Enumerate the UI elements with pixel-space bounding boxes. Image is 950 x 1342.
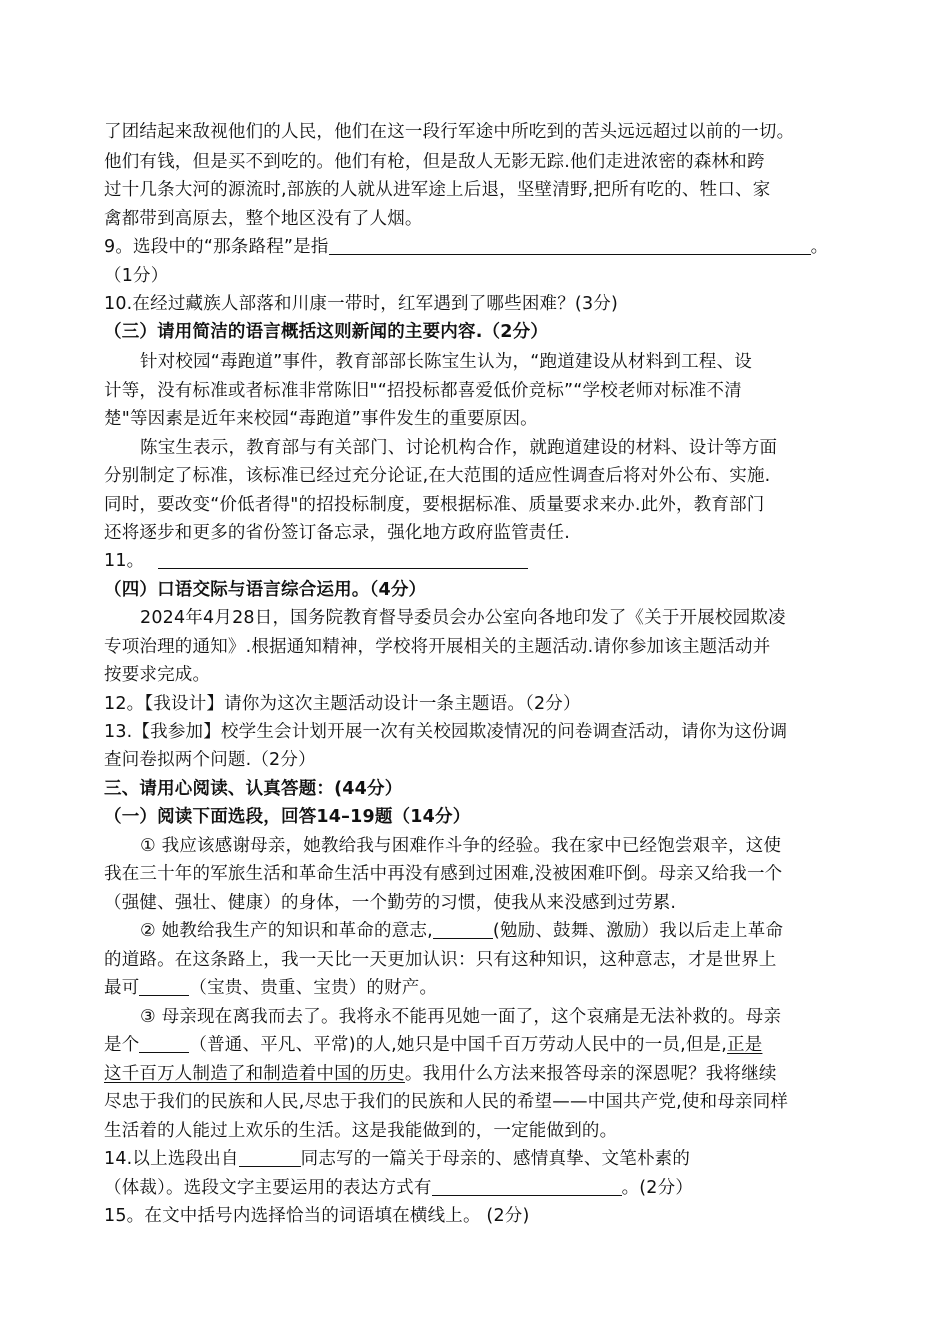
reading-para-3-text-b: （普通、平凡、平常)的人,她只是中国千百万劳动人民中的一员,但是, bbox=[189, 1035, 728, 1055]
question-14-line-1 bbox=[104, 1145, 864, 1173]
passage-line-2: 他们有钱，但是买不到吃的。他们有枪，但是敌人无影无踪.他们走进浓密的森林和跨 bbox=[104, 152, 765, 172]
question-10: 10.在经过藏族人部落和川康一带时，红军遇到了哪些困难？(3分) bbox=[104, 294, 619, 314]
news-para-2-line-4: 还将逐步和更多的省份签订备忘录，强化地方政府监管责任. bbox=[104, 523, 570, 543]
reading-para-2-line-2: 的道路。在这条路上，我一天比一天更加认识：只有这种知识，这种意志，才是世界上 bbox=[104, 950, 777, 970]
answer-blank-author[interactable] bbox=[239, 1148, 301, 1167]
section-4-heading: （四）口语交际与语言综合运用。（4分） bbox=[104, 580, 427, 600]
question-11 bbox=[104, 547, 864, 575]
passage-line-1: 了团结起来敌视他们的人民，他们在这一段行军途中所吃到的苦头远远超过以前的一切。 bbox=[104, 122, 795, 142]
notice-para-line-2: 专项治理的通知》.根据通知精神，学校将开展相关的主题活动.请你参加该主题活动并 bbox=[104, 637, 771, 657]
question-9-end: 。 bbox=[810, 237, 829, 257]
question-9-text: 9。选段中的“那条路程”是指 bbox=[104, 237, 329, 257]
question-14-text-b: 同志写的一篇关于母亲的、感情真挚、文笔朴素的 bbox=[300, 1149, 691, 1169]
underlined-sentence-end: 这千百万人制造了和制造着中国的历史 bbox=[104, 1064, 405, 1084]
reading-para-2-text-d: （宝贵、贵重、宝贵）的财产。 bbox=[189, 978, 438, 998]
reading-para-1-line-3: （强健、强壮、健康）的身体，一个勤劳的习惯，使我从来没感到过劳累. bbox=[104, 893, 677, 913]
answer-blank-word-1[interactable] bbox=[433, 920, 493, 939]
question-15: 15。在文中括号内选择恰当的词语填在横线上。 (2分) bbox=[104, 1206, 530, 1226]
reading-para-3-line-4: 尽忠于我们的民族和人民,尽忠于我们的民族和人民的希望——中国共产党,使和母亲同样 bbox=[104, 1092, 789, 1112]
reading-para-2-text-c: 最可 bbox=[104, 978, 140, 998]
reading-para-2-text-b: (勉励、鼓舞、激励）我以后走上革命 bbox=[492, 921, 784, 941]
question-13-line-1: 13.【我参加】校学生会计划开展一次有关校园欺凌情况的问卷调查活动，请你为这份调 bbox=[104, 722, 788, 742]
reading-para-3-line-5: 生活着的人能过上欢乐的生活。这是我能做到的，一定能做到的。 bbox=[104, 1121, 618, 1141]
news-para-1-line-1: 针对校园“毒跑道”事件，教育部部长陈宝生认为，“跑道建设从材料到工程、设 bbox=[140, 352, 752, 372]
question-11-number: 11。 bbox=[104, 551, 145, 571]
notice-para-line-1: 2024年4月28日，国务院教育督导委员会办公室向各地印发了《关于开展校园欺凌 bbox=[140, 608, 786, 628]
question-13-line-2: 查问卷拟两个问题.（2分） bbox=[104, 750, 316, 770]
reading-para-3-line-2 bbox=[104, 1031, 864, 1059]
news-para-1-line-2: 计等，没有标准或者标准非常陈旧"“招投标都喜爱低价竞标”“学校老师对标准不清 bbox=[104, 381, 742, 401]
passage-line-3: 过十几条大河的源流时,部族的人就从进军途上后退，坚壁清野,把所有吃的、牲口、家 bbox=[104, 180, 771, 200]
question-9-score: （1分） bbox=[104, 266, 169, 286]
reading-para-3-line-3 bbox=[104, 1060, 864, 1088]
question-14-text-a: 14.以上选段出自 bbox=[104, 1149, 239, 1169]
reading-1-heading: （一）阅读下面选段，回答14–19题（14分） bbox=[104, 807, 471, 827]
reading-para-3-text-c: 。我用什么方法来报答母亲的深恩呢？我将继续 bbox=[404, 1064, 777, 1084]
reading-para-2-line-3 bbox=[104, 974, 864, 1002]
part-3-heading: 三、请用心阅读、认真答题：(44分） bbox=[104, 779, 403, 799]
news-para-2-line-3: 同时，要改变“价低者得"的招投标制度，要根据标准、质量要求来办.此外，教育部门 bbox=[104, 495, 765, 515]
question-14-line-2 bbox=[104, 1174, 864, 1202]
notice-para-line-3: 按要求完成。 bbox=[104, 665, 211, 685]
reading-para-1-line-2: 我在三十年的军旅生活和革命生活中再没有感到过困难,没被困难吓倒。母亲又给我一个 bbox=[104, 864, 783, 884]
section-3-heading: （三）请用简洁的语言概括这则新闻的主要内容.（2分） bbox=[104, 322, 549, 342]
passage-line-4: 禽都带到高原去，整个地区没有了人烟。 bbox=[104, 209, 423, 229]
answer-blank-9[interactable] bbox=[329, 236, 811, 255]
answer-blank-word-2[interactable] bbox=[139, 977, 189, 996]
underlined-sentence-start: 正是 bbox=[727, 1035, 763, 1055]
news-para-2-line-2: 分别制定了标准，该标准已经过充分论证,在大范围的适应性调查后将对外公布、实施. bbox=[104, 466, 771, 486]
answer-blank-word-3[interactable] bbox=[139, 1034, 189, 1053]
answer-blank-11[interactable] bbox=[158, 550, 528, 569]
question-14-text-d: 。(2分） bbox=[621, 1178, 694, 1198]
reading-para-2-text-a: ② 她教给我生产的知识和革命的意志, bbox=[140, 921, 433, 941]
reading-para-3-line-1: ③ 母亲现在离我而去了。我将永不能再见她一面了，这个哀痛是无法补救的。母亲 bbox=[140, 1007, 782, 1027]
question-14-text-c: （体裁）。选段文字主要运用的表达方式有 bbox=[104, 1178, 432, 1198]
answer-blank-expression[interactable] bbox=[432, 1177, 622, 1196]
question-12: 12。【我设计】请你为这次主题活动设计一条主题语。（2分） bbox=[104, 694, 581, 714]
question-9 bbox=[104, 233, 884, 261]
reading-para-3-text-a: 是个 bbox=[104, 1035, 140, 1055]
reading-para-1-line-1: ① 我应该感谢母亲，她教给我与困难作斗争的经验。我在家中已经饱尝艰辛，这使 bbox=[140, 836, 782, 856]
news-para-2-line-1: 陈宝生表示，教育部与有关部门、讨论机构合作，就跑道建设的材料、设计等方面 bbox=[140, 438, 778, 458]
news-para-1-line-3: 楚"等因素是近年来校园“毒跑道”事件发生的重要原因。 bbox=[104, 409, 538, 429]
reading-para-2-line-1 bbox=[140, 917, 900, 945]
